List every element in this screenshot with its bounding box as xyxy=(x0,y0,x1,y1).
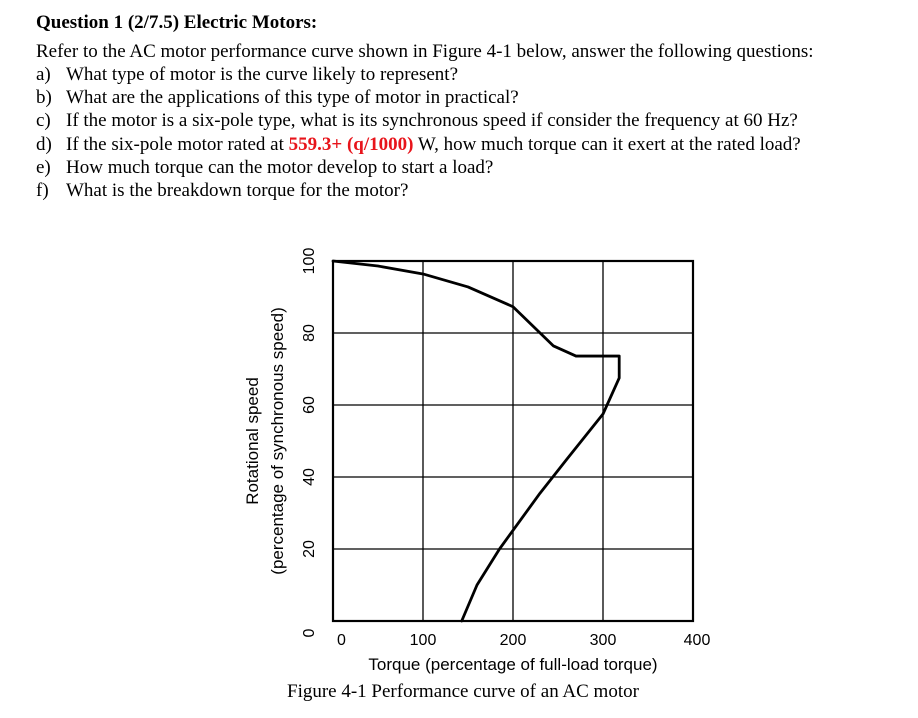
question-intro: Refer to the AC motor performance curve shown in Figure 4-1 below, answer the following questions: xyxy=(36,41,814,62)
x-tick-label: 300 xyxy=(589,632,617,649)
chart-grid xyxy=(333,261,693,621)
item-letter: e) xyxy=(36,156,51,178)
figure-caption: Figure 4-1 Performance curve of an AC motor xyxy=(287,681,639,702)
y-axis-label-line1: Rotational speed xyxy=(243,377,262,505)
item-text: How much torque can the motor develop to start a load? xyxy=(66,156,494,178)
item-letter: a) xyxy=(36,64,51,85)
rated-power-highlight: 559.3+ (q/1000) xyxy=(288,133,414,155)
x-tick-label: 0 xyxy=(337,632,346,649)
y-tick-label: 20 xyxy=(301,540,318,558)
item-text: If the motor is a six-pole type, what is its synchronous speed if consider the frequency at 60 Hz? xyxy=(66,110,798,132)
item-letter: c) xyxy=(36,110,51,132)
item-text: What type of motor is the curve likely to represent? xyxy=(66,64,459,85)
chart-ticks xyxy=(301,248,710,649)
y-tick-label: 0 xyxy=(301,628,318,638)
item-text-after: W, how much torque can it exert at the rated load? xyxy=(413,133,801,155)
x-tick-label: 400 xyxy=(683,632,711,649)
x-tick-label: 100 xyxy=(409,632,437,649)
item-text: What is the breakdown torque for the motor? xyxy=(66,179,409,201)
y-axis-label-line2: (percentage of synchronous speed) xyxy=(268,307,287,575)
item-text-before: If the six-pole motor rated at xyxy=(66,133,289,155)
speed-torque-curve xyxy=(333,261,619,621)
y-tick-label: 60 xyxy=(301,396,318,414)
chart-series xyxy=(333,261,619,621)
item-letter: f) xyxy=(36,179,49,201)
item-letter: d) xyxy=(36,133,52,155)
y-tick-label: 100 xyxy=(301,247,318,275)
x-tick-label: 200 xyxy=(499,632,527,649)
y-tick-label: 80 xyxy=(301,324,318,342)
item-letter: b) xyxy=(36,87,52,109)
item-text: What are the applications of this type of motor in practical? xyxy=(66,87,519,109)
y-tick-label: 40 xyxy=(301,468,318,486)
question-title: Question 1 (2/7.5) Electric Motors: xyxy=(36,12,318,33)
x-axis-label: Torque (percentage of full-load torque) xyxy=(368,655,658,674)
